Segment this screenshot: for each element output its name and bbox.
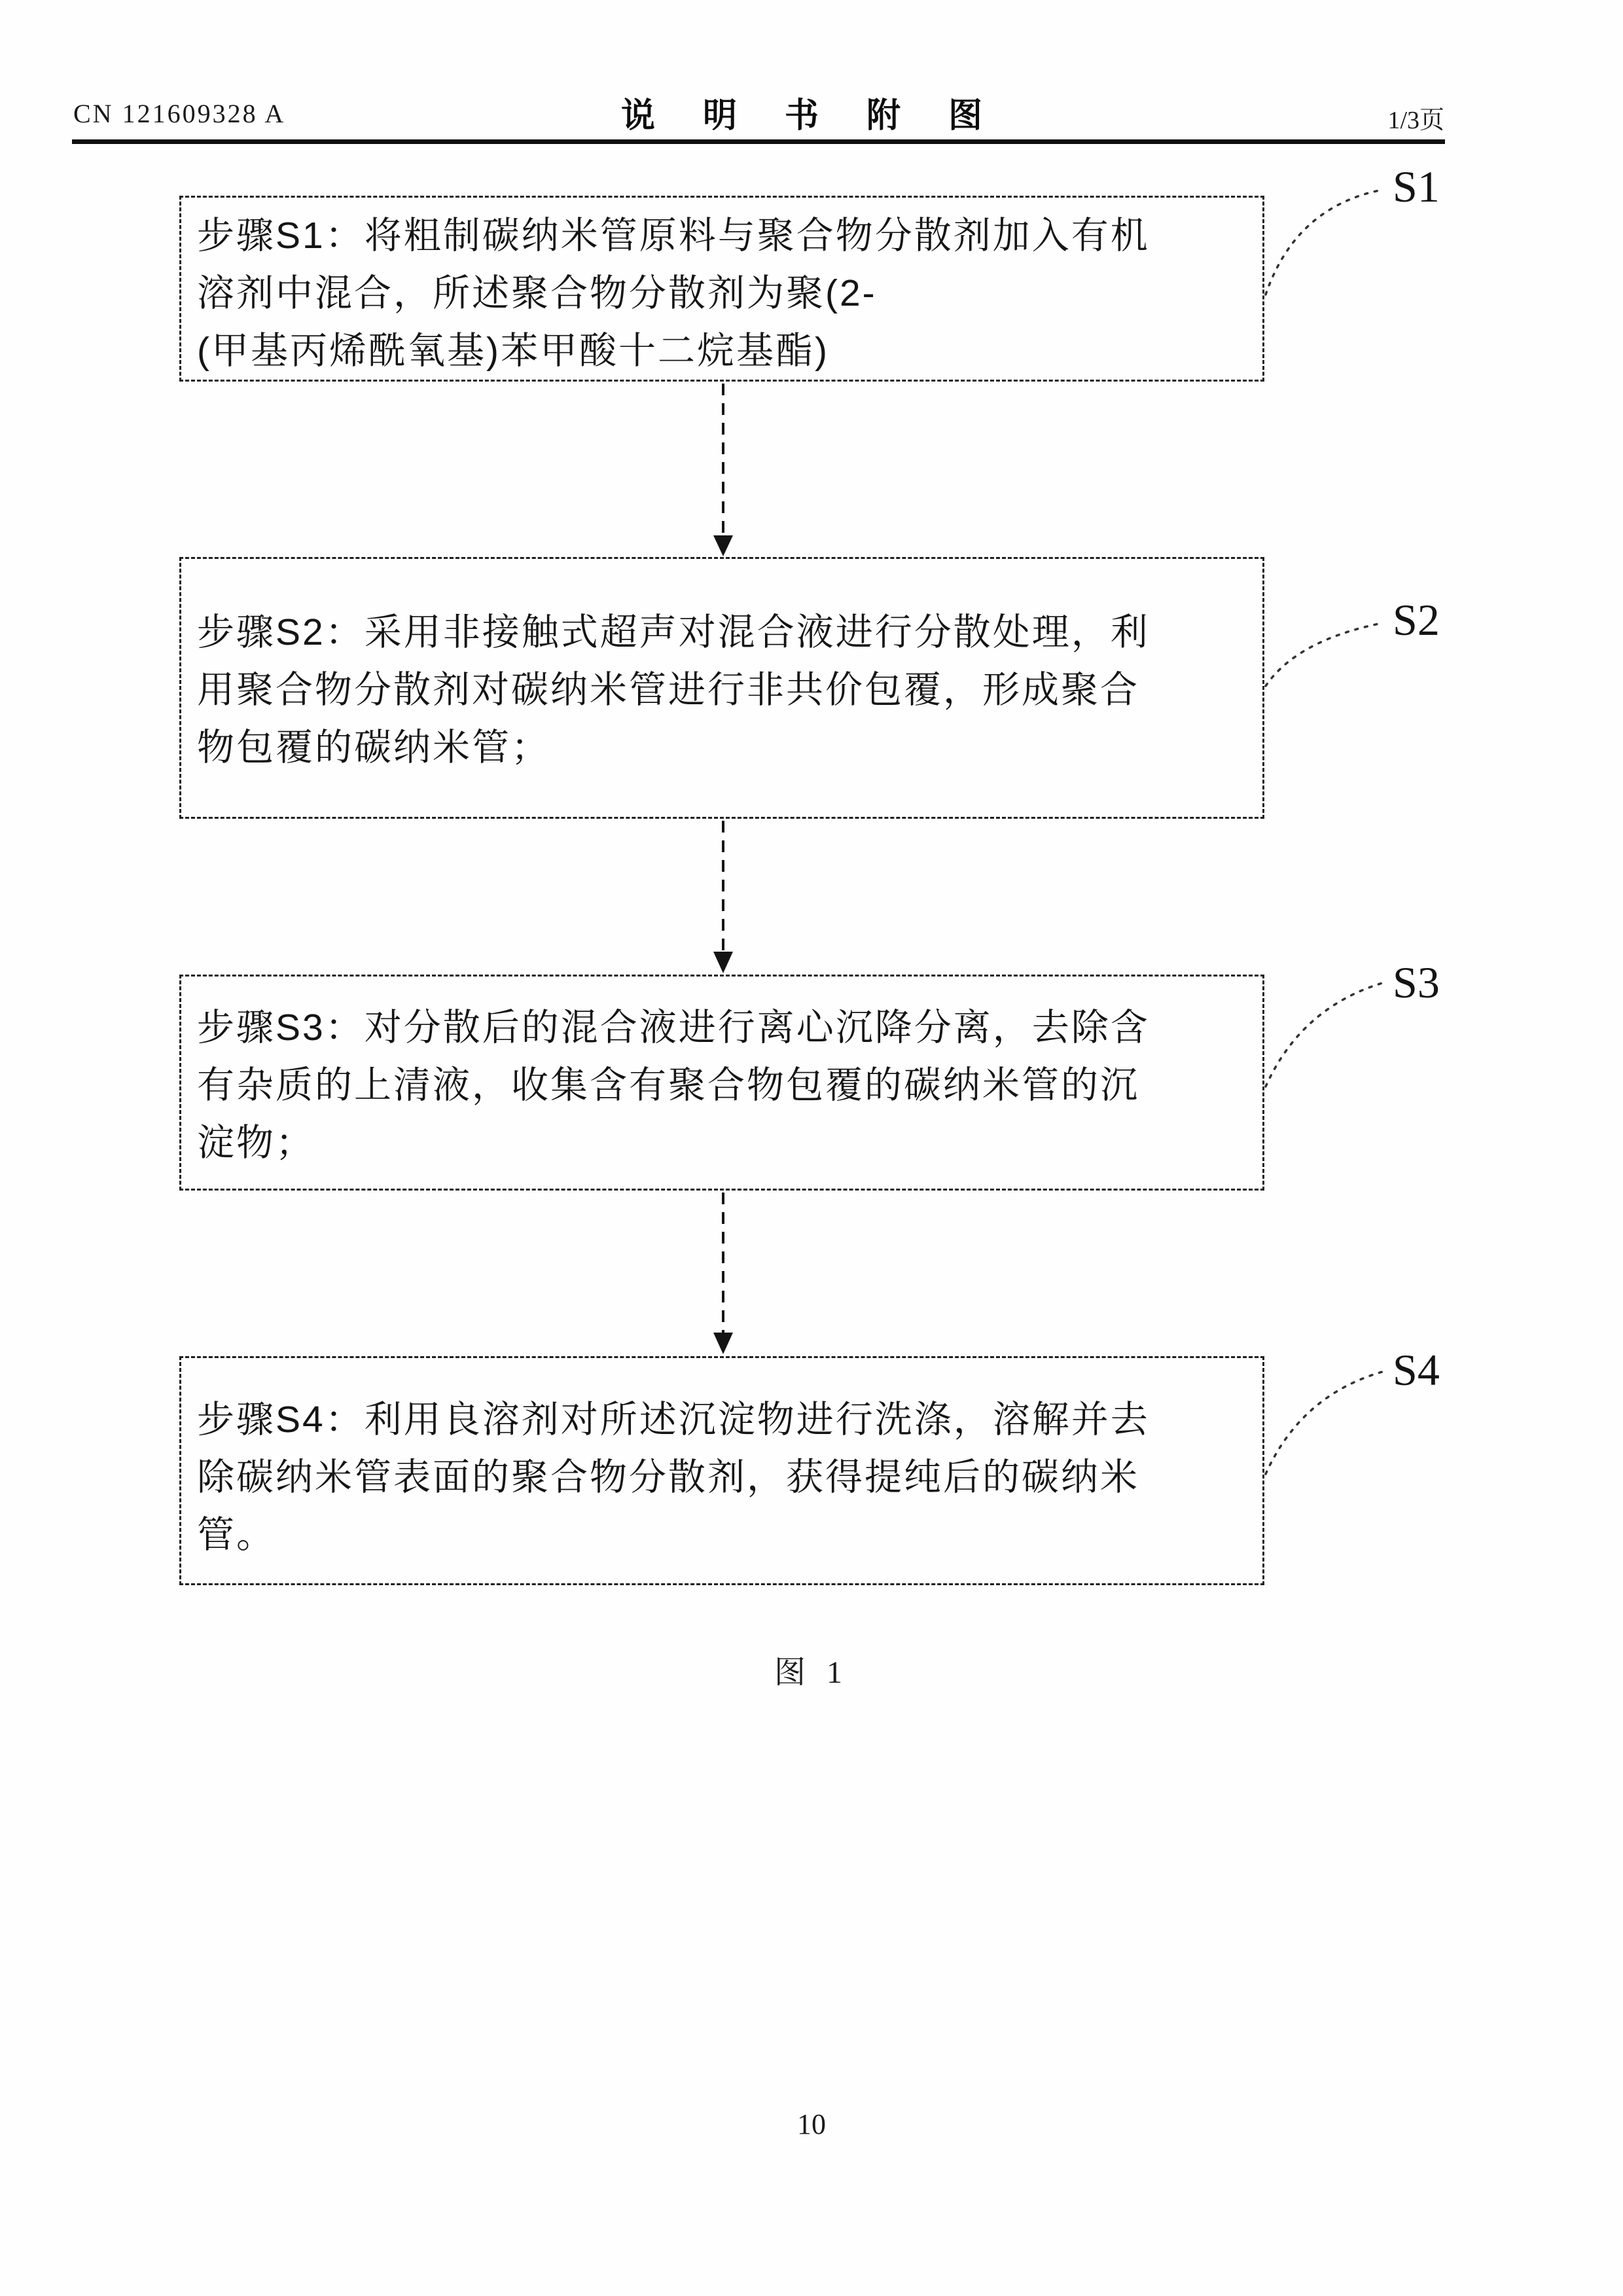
page-indicator: 1/3页 [1387, 107, 1444, 134]
step-box-s3 [179, 975, 1264, 1191]
leader-curve-s3 [1266, 983, 1382, 1086]
step-text-line: 除碳纳米管表面的聚合物分散剂，获得提纯后的碳纳米 [197, 1456, 1139, 1498]
flow-arrowhead-1 [713, 535, 733, 556]
flow-arrowhead-3 [713, 1333, 733, 1354]
step-box-s1 [179, 196, 1264, 382]
header-rule [72, 139, 1445, 144]
step-text-line: 步骤S1：将粗制碳纳米管原料与聚合物分散剂加入有机 [197, 215, 1150, 257]
flow-arrowhead-2 [713, 952, 733, 973]
step-box-s4 [179, 1356, 1264, 1585]
step-text-line: 物包覆的碳纳米管； [197, 726, 550, 768]
step-text-line: (甲基丙烯酰氧基)苯甲酸十二烷基酯) [197, 330, 829, 372]
step-text-line: 步骤S2：采用非接触式超声对混合液进行分散处理，利 [197, 611, 1150, 653]
step-box-s2 [179, 557, 1264, 819]
page-number: 10 [797, 2108, 826, 2140]
step-text-line: 步骤S3：对分散后的混合液进行离心沉降分离，去除含 [197, 1007, 1150, 1049]
step-text-line: 管。 [197, 1514, 276, 1556]
figure-caption: 图 1 [774, 1655, 849, 1690]
step-label-s3: S3 [1393, 958, 1440, 1007]
step-text-line: 有杂质的上清液，收集含有聚合物包覆的碳纳米管的沉 [197, 1064, 1139, 1106]
patent-number: CN 121609328 A [73, 99, 286, 128]
leader-curve-s2 [1266, 623, 1382, 686]
step-label-s1: S1 [1393, 162, 1440, 211]
leader-curve-s4 [1266, 1372, 1382, 1474]
step-text-line: 步骤S4：利用良溶剂对所述沉淀物进行洗涤，溶解并去 [197, 1399, 1150, 1441]
step-text-line: 淀物； [197, 1122, 315, 1164]
step-label-s4: S4 [1393, 1345, 1440, 1395]
step-label-s2: S2 [1393, 595, 1440, 645]
leader-curve-s1 [1266, 190, 1382, 295]
step-text-line: 溶剂中混合，所述聚合物分散剂为聚(2- [197, 272, 877, 314]
step-text-line: 用聚合物分散剂对碳纳米管进行非共价包覆，形成聚合 [197, 669, 1139, 711]
page-title: 说 明 书 附 图 [620, 98, 1002, 135]
